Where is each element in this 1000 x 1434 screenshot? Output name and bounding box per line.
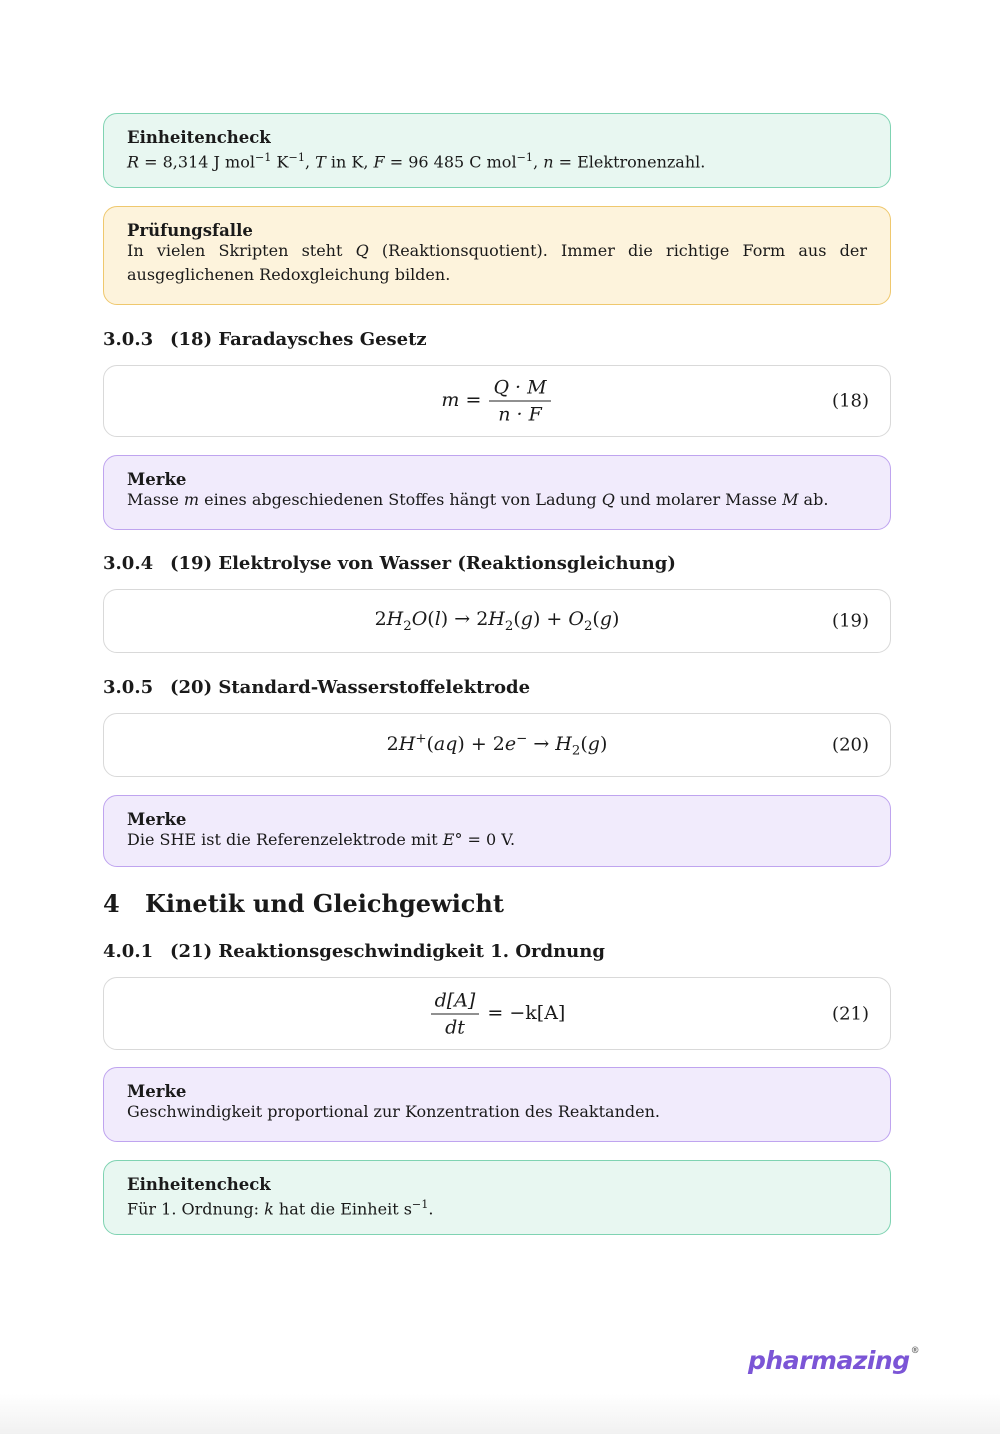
equation-box [103, 365, 891, 437]
box-body: R = 8,314 J mol$^{-1}$ $K^{-1}$, T in K, F = 96 485 C mol$^{-1}$, n = Elektronenzahl. [127, 151, 706, 172]
note-box [103, 795, 891, 867]
equation-number: (21) [832, 1003, 869, 1024]
box-body: Geschwindigkeit proportional zur Konzentration des Reaktanden. [127, 1102, 660, 1121]
section-heading: 3.0.3 (18) Faradaysches Gesetz [103, 329, 427, 350]
box-body: Masse m eines abgeschiedenen Stoffes hängt von Ladung Q und molarer Masse M ab. [127, 490, 829, 509]
box-title: Prüfungsfalle [127, 221, 253, 240]
equation-box [103, 977, 891, 1050]
box-body: Die SHE ist die Referenzelektrode mit E° = 0 V. [127, 830, 516, 849]
equation-number: (19) [832, 610, 869, 632]
equation-box [103, 713, 891, 777]
box-title: Merke [127, 1082, 187, 1101]
equation: $\frac{d[A]}{dt}$ = −k[A] [104, 989, 890, 1038]
box-body: In vielen Skripten steht Q (Reaktionsquotient). Immer die richtige Form aus der ausgeglichenen Redoxgleichung bilden. [127, 241, 867, 284]
section-heading: 4.0.1 (21) Reaktionsgeschwindigkeit 1. Ordnung [103, 941, 605, 962]
box-title: Einheitencheck [127, 128, 271, 147]
note-box [103, 455, 891, 530]
box-body: Für 1. Ordnung: k hat die Einheit $s^{-1}$. [127, 1198, 434, 1219]
brand-logo: pharmazing® [748, 1346, 920, 1375]
section-heading: 3.0.4 (19) Elektrolyse von Wasser (Reaktionsgleichung) [103, 553, 676, 574]
equation-number: (20) [832, 734, 869, 756]
equation: $2H^+(aq) + 2e^- \to H_2(g)$ [386, 731, 608, 759]
box-title: Einheitencheck [127, 1175, 271, 1194]
box-title: Merke [127, 470, 187, 489]
unit-check-box [103, 113, 891, 188]
unit-check-box [103, 1160, 891, 1235]
equation: $2H_2O(l) \to 2H_2(g) + O_2(g)$ [374, 608, 620, 634]
section-heading: 3.0.5 (20) Standard-Wasserstoffelektrode [103, 677, 531, 698]
box-title: Merke [127, 810, 187, 829]
equation-box [103, 589, 891, 653]
equation-number: (18) [832, 390, 869, 412]
exam-pitfall-box [103, 206, 891, 305]
chapter-heading: 4 Kinetik und Gleichgewicht [103, 889, 504, 918]
note-box [103, 1067, 891, 1142]
equation: m = $\frac{Q \cdot M}{n \cdot F}$ [104, 377, 890, 426]
page-edge-shadow [0, 1394, 1000, 1434]
